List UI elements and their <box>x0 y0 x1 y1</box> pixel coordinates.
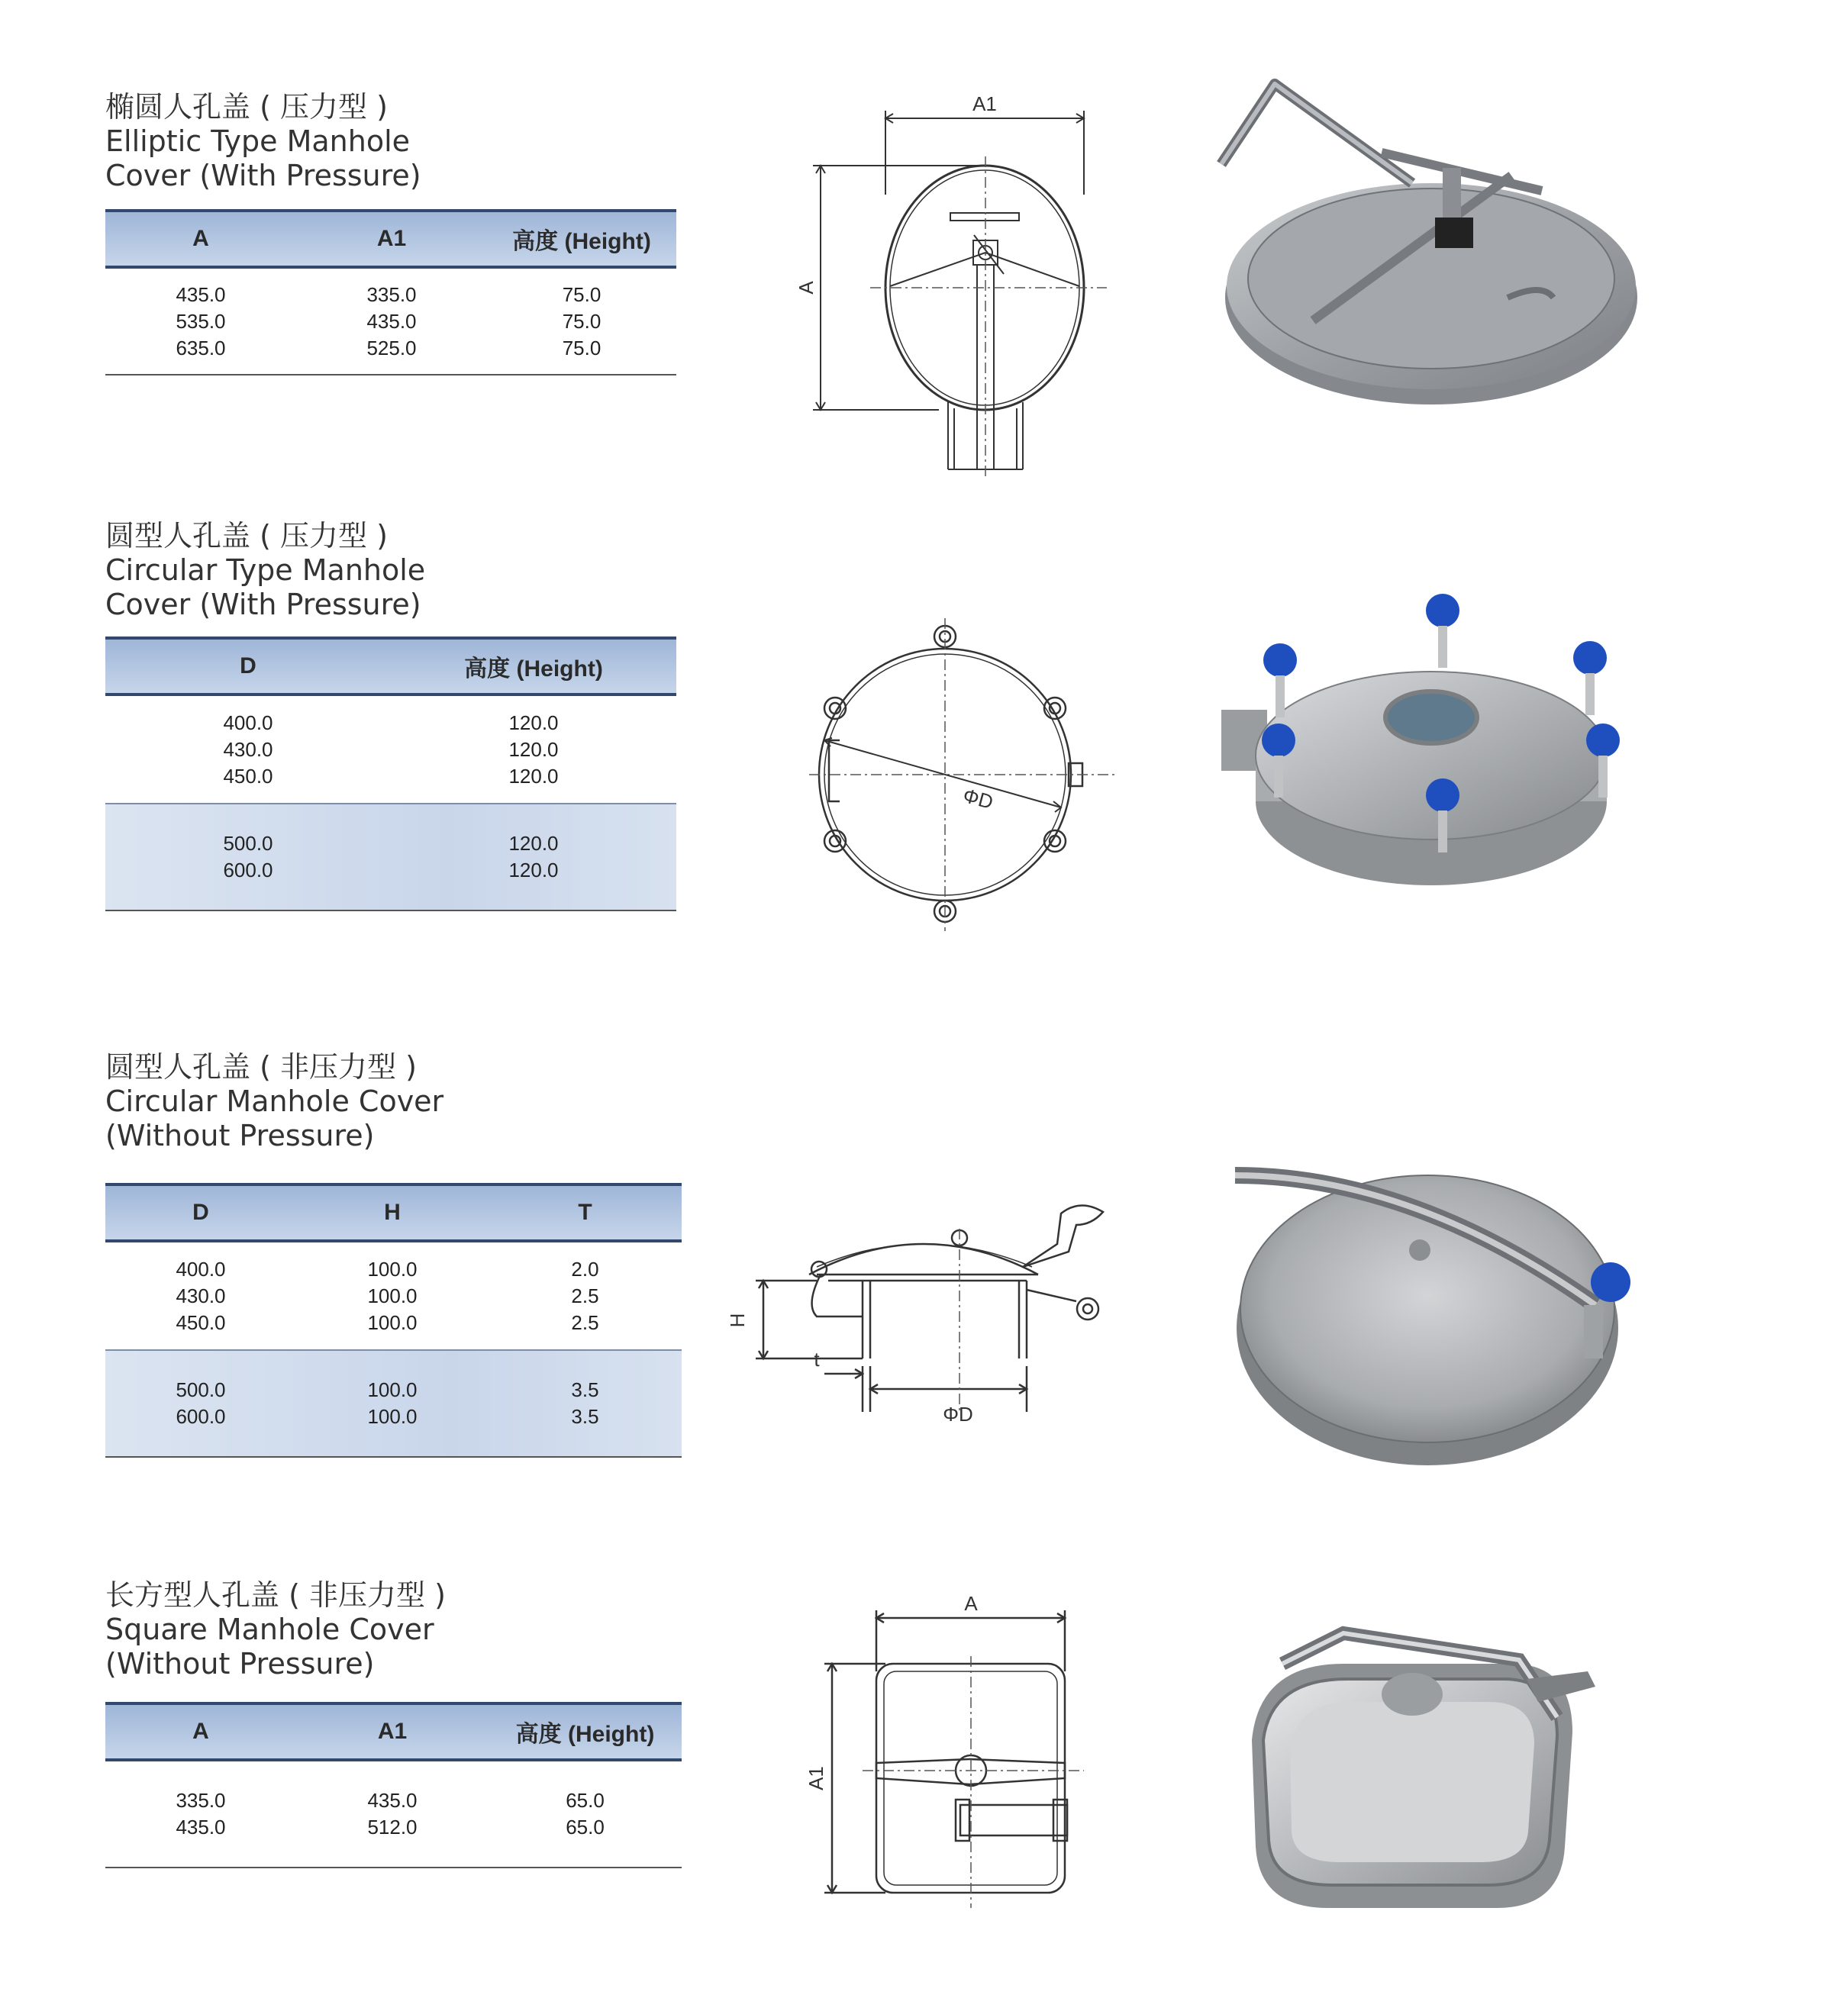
cell: 430.0 <box>176 1284 226 1307</box>
square-cover-illustration <box>1237 1618 1634 1923</box>
cell: 500.0 <box>223 832 273 855</box>
dim-label-a1: A1 <box>972 92 997 115</box>
dim-label-diameter: ΦD <box>960 783 996 814</box>
circular-pressure-diagram <box>809 618 1130 939</box>
cell: 500.0 <box>176 1378 226 1401</box>
elliptic-diagram <box>786 88 1130 485</box>
table-body <box>105 696 676 803</box>
title-en-line2: (Without Pressure) <box>105 1647 375 1681</box>
title-cn: 圆型人孔盖 ( 非压力型 ) <box>105 1050 417 1084</box>
cell: 2.0 <box>571 1257 599 1281</box>
title-en-line1: Square Manhole Cover <box>105 1613 434 1646</box>
cell: 75.0 <box>562 309 601 333</box>
cell: 525.0 <box>366 336 417 359</box>
cell: 100.0 <box>367 1405 418 1428</box>
col-header: A <box>192 1719 209 1744</box>
cell: 600.0 <box>223 859 273 881</box>
cell: 400.0 <box>223 711 273 734</box>
table-row <box>105 1404 682 1430</box>
cell: 435.0 <box>366 309 417 333</box>
table-header <box>105 1183 682 1242</box>
title-en-line2: Cover (With Pressure) <box>105 588 421 621</box>
cell: 120.0 <box>508 832 559 855</box>
title-en-line2: (Without Pressure) <box>105 1119 375 1152</box>
table-row <box>105 1310 682 1336</box>
table-header <box>105 1702 682 1761</box>
col-header: T <box>578 1200 592 1225</box>
cell: 120.0 <box>508 711 559 734</box>
dim-label-diameter: ΦD <box>943 1403 973 1426</box>
cell: 450.0 <box>176 1310 226 1334</box>
section-title-circular-no-pressure <box>105 1050 443 1153</box>
table-row <box>105 308 676 335</box>
table-row <box>105 830 676 857</box>
table-row <box>105 710 676 736</box>
title-cn: 长方型人孔盖 ( 非压力型 ) <box>105 1578 446 1612</box>
table-header <box>105 636 676 696</box>
spec-table-circular-pressure <box>105 636 676 911</box>
spec-table-square <box>105 1702 682 1868</box>
cell: 120.0 <box>508 859 559 881</box>
cell: 120.0 <box>508 737 559 761</box>
col-header: D <box>240 653 256 678</box>
cell: 75.0 <box>562 282 601 306</box>
circular-no-pressure-cover-illustration <box>1221 1145 1649 1481</box>
dim-label-h: H <box>726 1313 749 1328</box>
cell: 120.0 <box>508 764 559 788</box>
table-row <box>105 282 676 308</box>
title-en-line2: Cover (With Pressure) <box>105 159 421 192</box>
cell: 435.0 <box>367 1789 418 1812</box>
cell: 2.5 <box>571 1284 599 1307</box>
cell: 75.0 <box>562 336 601 359</box>
cell: 600.0 <box>176 1405 226 1428</box>
col-header: D <box>192 1200 209 1225</box>
table-row <box>105 1283 682 1310</box>
cell: 635.0 <box>176 336 226 359</box>
elliptic-cover-illustration <box>1206 69 1634 420</box>
dim-label-a: A <box>964 1592 978 1615</box>
table-body <box>105 1242 682 1349</box>
cell: 3.5 <box>571 1378 599 1401</box>
dim-label-a1: A1 <box>805 1766 827 1790</box>
cell: 100.0 <box>367 1310 418 1334</box>
title-en-line1: Circular Manhole Cover <box>105 1084 444 1118</box>
cell: 335.0 <box>176 1789 226 1812</box>
cell: 65.0 <box>566 1789 605 1812</box>
title-cn: 圆型人孔盖 ( 压力型 ) <box>105 519 388 553</box>
col-header: 高度 (Height) <box>464 656 603 682</box>
table-row <box>105 763 676 790</box>
section-title-elliptic <box>105 90 421 193</box>
title-en-line1: Elliptic Type Manhole <box>105 124 411 158</box>
cell: 335.0 <box>366 282 417 306</box>
cell: 65.0 <box>566 1816 605 1839</box>
table-row <box>105 1256 682 1283</box>
table-row <box>105 1377 682 1404</box>
section-title-square <box>105 1578 446 1681</box>
col-header: A1 <box>377 1719 408 1744</box>
square-diagram <box>794 1587 1122 1916</box>
cell: 535.0 <box>176 309 226 333</box>
title-en-line1: Circular Type Manhole <box>105 553 426 587</box>
title-cn: 椭圆人孔盖 ( 压力型 ) <box>105 90 388 124</box>
table-body <box>105 269 676 375</box>
table-header <box>105 209 676 269</box>
cell: 100.0 <box>367 1284 418 1307</box>
cell: 400.0 <box>176 1257 226 1281</box>
col-header: 高度 (Height) <box>515 1722 655 1747</box>
cell: 512.0 <box>367 1816 418 1839</box>
table-row <box>105 1814 682 1841</box>
dim-label-a: A <box>795 281 818 295</box>
circular-pressure-cover-illustration <box>1214 595 1641 916</box>
col-header: A <box>192 226 209 251</box>
cell: 450.0 <box>223 764 273 788</box>
spec-table-elliptic <box>105 209 676 375</box>
col-header: H <box>384 1200 401 1225</box>
section-title-circular-pressure <box>105 519 425 622</box>
cell: 435.0 <box>176 282 226 306</box>
table-row <box>105 335 676 362</box>
table-row <box>105 1787 682 1814</box>
cell: 3.5 <box>571 1405 599 1428</box>
dim-label-t: t <box>814 1348 820 1371</box>
table-row <box>105 857 676 884</box>
cell: 430.0 <box>223 737 273 761</box>
table-body-shaded <box>105 1349 682 1458</box>
table-body <box>105 1761 682 1868</box>
cell: 100.0 <box>367 1378 418 1401</box>
col-header: A1 <box>376 226 407 251</box>
cell: 100.0 <box>367 1257 418 1281</box>
table-body-shaded <box>105 803 676 911</box>
cell: 2.5 <box>571 1310 599 1334</box>
col-header: 高度 (Height) <box>512 229 651 254</box>
spec-table-circular-no-pressure <box>105 1183 682 1458</box>
table-row <box>105 736 676 763</box>
cell: 435.0 <box>176 1816 226 1839</box>
circular-no-pressure-diagram <box>726 1191 1130 1450</box>
